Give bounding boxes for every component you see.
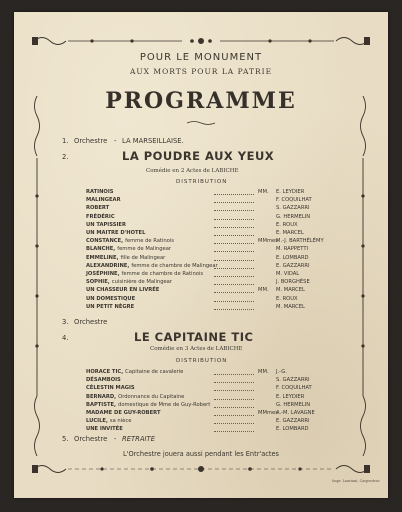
cast-role-name: UN CHASSEUR EN LIVRÉE (86, 287, 160, 294)
dot-leader (214, 227, 254, 228)
cast-role-name: CÉLESTIN MAGIS (86, 385, 135, 392)
cast-actor: S. GAZZARRI (276, 205, 310, 212)
cast-role-description: femme de Malingear (117, 246, 172, 253)
dot-leader (214, 415, 254, 416)
cast-role (86, 279, 172, 285)
cast-actor: S. GAZZARRI (276, 377, 310, 384)
right-ornament-border (358, 96, 368, 458)
dot-leader (214, 284, 254, 285)
cast-actor: F. COQUILHAT (276, 197, 312, 204)
cast-role-name: DÉSAMBOIS (86, 377, 121, 384)
bottom-ornament-border (32, 462, 370, 476)
cast-role (86, 246, 171, 252)
honorific: MM. (258, 189, 269, 195)
dot-leader (214, 382, 254, 383)
cast-role (86, 271, 203, 277)
cast-role-name: UN MAITRE D'HOTEL (86, 230, 146, 236)
dot-leader (214, 431, 254, 432)
cast-role (86, 263, 218, 269)
dot-leader (214, 276, 254, 277)
cast-role (86, 189, 114, 195)
item-5-dash: - (114, 435, 117, 443)
top-ornament-border (32, 34, 370, 48)
cast-role-description: femme de chambre de Ratinois (121, 271, 204, 277)
honorific: MMmes (258, 410, 278, 416)
item-3-label: Orchestre (74, 318, 108, 326)
cast-role (86, 230, 145, 236)
cast-role-name: BLANCHE, (86, 246, 116, 253)
cast-role (86, 296, 135, 302)
cast-actor: E. LOMBARD (276, 254, 309, 261)
cast-role-name: UN DOMESTIQUE (86, 295, 136, 302)
cast-actor: M. MARCEL (276, 303, 305, 310)
honorific: MM. (258, 369, 269, 375)
title-flourish (186, 120, 216, 126)
cast-actor: J. BORGHÈSE (276, 279, 310, 286)
cast-role-name: BAPTISTE, (86, 401, 117, 408)
item-5-piece: RETRAITE (122, 435, 155, 443)
cast-role-name: FRÉDÉRIC (86, 213, 115, 220)
cast-role-description: sa nièce (109, 418, 132, 425)
cast-actor: E. LEYDIER (276, 189, 305, 195)
cast-role-name: RATINOIS (86, 189, 114, 195)
cast-role-description: cuisinière de Malingear (111, 279, 172, 286)
cast-role (86, 394, 184, 400)
cast-role-name: HORACE TIC, (86, 369, 124, 375)
play-2-distribution: DISTRIBUTION (176, 358, 228, 364)
dot-leader (214, 301, 254, 302)
dot-leader (214, 194, 254, 195)
item-2-number: 2. (62, 153, 69, 161)
cast-role (86, 197, 121, 203)
cast-role-name: EMMELINE, (86, 254, 119, 261)
play-1-title: LA POUDRE AUX YEUX (122, 149, 275, 163)
play-1-subtitle: Comédie en 2 Actes de LABICHE (146, 168, 239, 174)
cast-role-description: fille de Malingear (120, 254, 166, 261)
footer-note: L'Orchestre jouera aussi pendant les Entr'actes (123, 450, 279, 458)
dot-leader (214, 309, 254, 310)
item-1-label: Orchestre (74, 137, 108, 145)
item-4-number: 4. (62, 334, 69, 342)
cast-role-description: femme de Ratinois (125, 238, 174, 245)
cast-actor: A.-M. LAVAGNE (276, 410, 315, 416)
cast-actor: G. HERMELIN (276, 401, 311, 408)
dot-leader (214, 374, 254, 375)
cast-actor: F. COQUILHAT (276, 385, 312, 392)
cast-role (86, 287, 159, 293)
cast-role-description: domestique de Mme de Guy-Robert (118, 401, 211, 408)
dot-leader (214, 268, 254, 269)
item-3-number: 3. (62, 318, 69, 326)
programme-sheet (14, 12, 388, 498)
item-1-number: 1. (62, 137, 69, 145)
header-line-1: POUR LE MONUMENT (139, 52, 263, 63)
cast-role (86, 385, 135, 391)
cast-role (86, 369, 183, 375)
item-5-label: Orchestre (74, 435, 108, 443)
cast-actor: M. MARCEL (276, 287, 305, 294)
cast-role-name: JOSÉPHINE, (86, 271, 120, 277)
cast-actor: E. LEYDIER (276, 393, 305, 400)
item-1-piece: LA MARSEILLAISE. (122, 137, 184, 145)
cast-role (86, 377, 121, 383)
cast-actor: E. ROUX (276, 295, 298, 302)
cast-role (86, 222, 126, 228)
cast-actor: G. HERMELIN (276, 213, 311, 220)
cast-role-description: Capitaine de cavalerie (125, 369, 184, 375)
cast-role (86, 214, 115, 220)
dot-leader (214, 390, 254, 391)
dot-leader (214, 399, 254, 400)
cast-role-name: UNE INVITÉE (86, 426, 123, 433)
cast-actor: E. MARCEL (276, 230, 304, 236)
item-5-number: 5. (62, 435, 69, 443)
cast-role-name: MADAME DE GUY-ROBERT (86, 410, 161, 416)
item-1-dash: - (114, 137, 117, 145)
cast-role-name: LUCILE, (86, 418, 108, 425)
cast-role-name: UN TAPISSIER (86, 221, 126, 228)
dot-leader (214, 423, 254, 424)
cast-role (86, 418, 131, 424)
cast-role-description: Ordonnance du Capitaine (118, 393, 185, 400)
cast-actor: M.-J. BARTHÉLÉMY (276, 238, 324, 245)
cast-actor: M. RAPPETTI (276, 246, 309, 253)
dot-leader (214, 219, 254, 220)
dot-leader (214, 260, 254, 261)
cast-actor: J.-G. (276, 369, 287, 375)
play-2-title: LE CAPITAINE TIC (134, 330, 254, 344)
printer-credit: Impr. Lauriani, Carpentras (332, 479, 380, 483)
cast-role (86, 410, 160, 416)
dot-leader (214, 407, 254, 408)
dot-leader (214, 202, 254, 203)
honorific: MMmes (258, 238, 278, 245)
cast-role (86, 238, 174, 244)
cast-role-name: ALEXANDRINE, (86, 262, 130, 269)
cast-actor: E. LOMBARD (276, 426, 309, 433)
header-line-2: AUX MORTS POUR LA PATRIE (129, 67, 273, 76)
cast-role-name: CONSTANCE, (86, 238, 124, 245)
honorific: MM. (258, 287, 269, 294)
cast-actor: E. GAZZARRI (276, 262, 310, 269)
cast-actor: E. GAZZARRI (276, 418, 310, 425)
cast-role-name: SOPHIE, (86, 279, 110, 286)
cast-actor: M. VIDAL (276, 271, 300, 277)
cast-role-name: MALINGEAR (86, 197, 121, 204)
play-2-subtitle: Comédie en 3 Actes de LABICHE (150, 346, 243, 352)
programme-title: PROGRAMME (105, 88, 297, 114)
cast-role (86, 205, 109, 211)
cast-role-name: BERNARD, (86, 393, 117, 400)
cast-role (86, 255, 165, 261)
cast-role (86, 304, 134, 310)
cast-role (86, 426, 123, 432)
dot-leader (214, 243, 254, 244)
left-ornament-border (32, 96, 42, 458)
cast-role (86, 402, 210, 408)
cast-role-name: UN PETIT NÈGRE (86, 303, 135, 310)
dot-leader (214, 235, 254, 236)
cast-role-name: ROBERT (86, 205, 110, 212)
cast-role-description: femme de chambre de Malingear (131, 262, 218, 269)
cast-actor: E. ROUX (276, 221, 298, 228)
dot-leader (214, 292, 254, 293)
dot-leader (214, 251, 254, 252)
dot-leader (214, 210, 254, 211)
play-1-distribution: DISTRIBUTION (176, 179, 228, 185)
